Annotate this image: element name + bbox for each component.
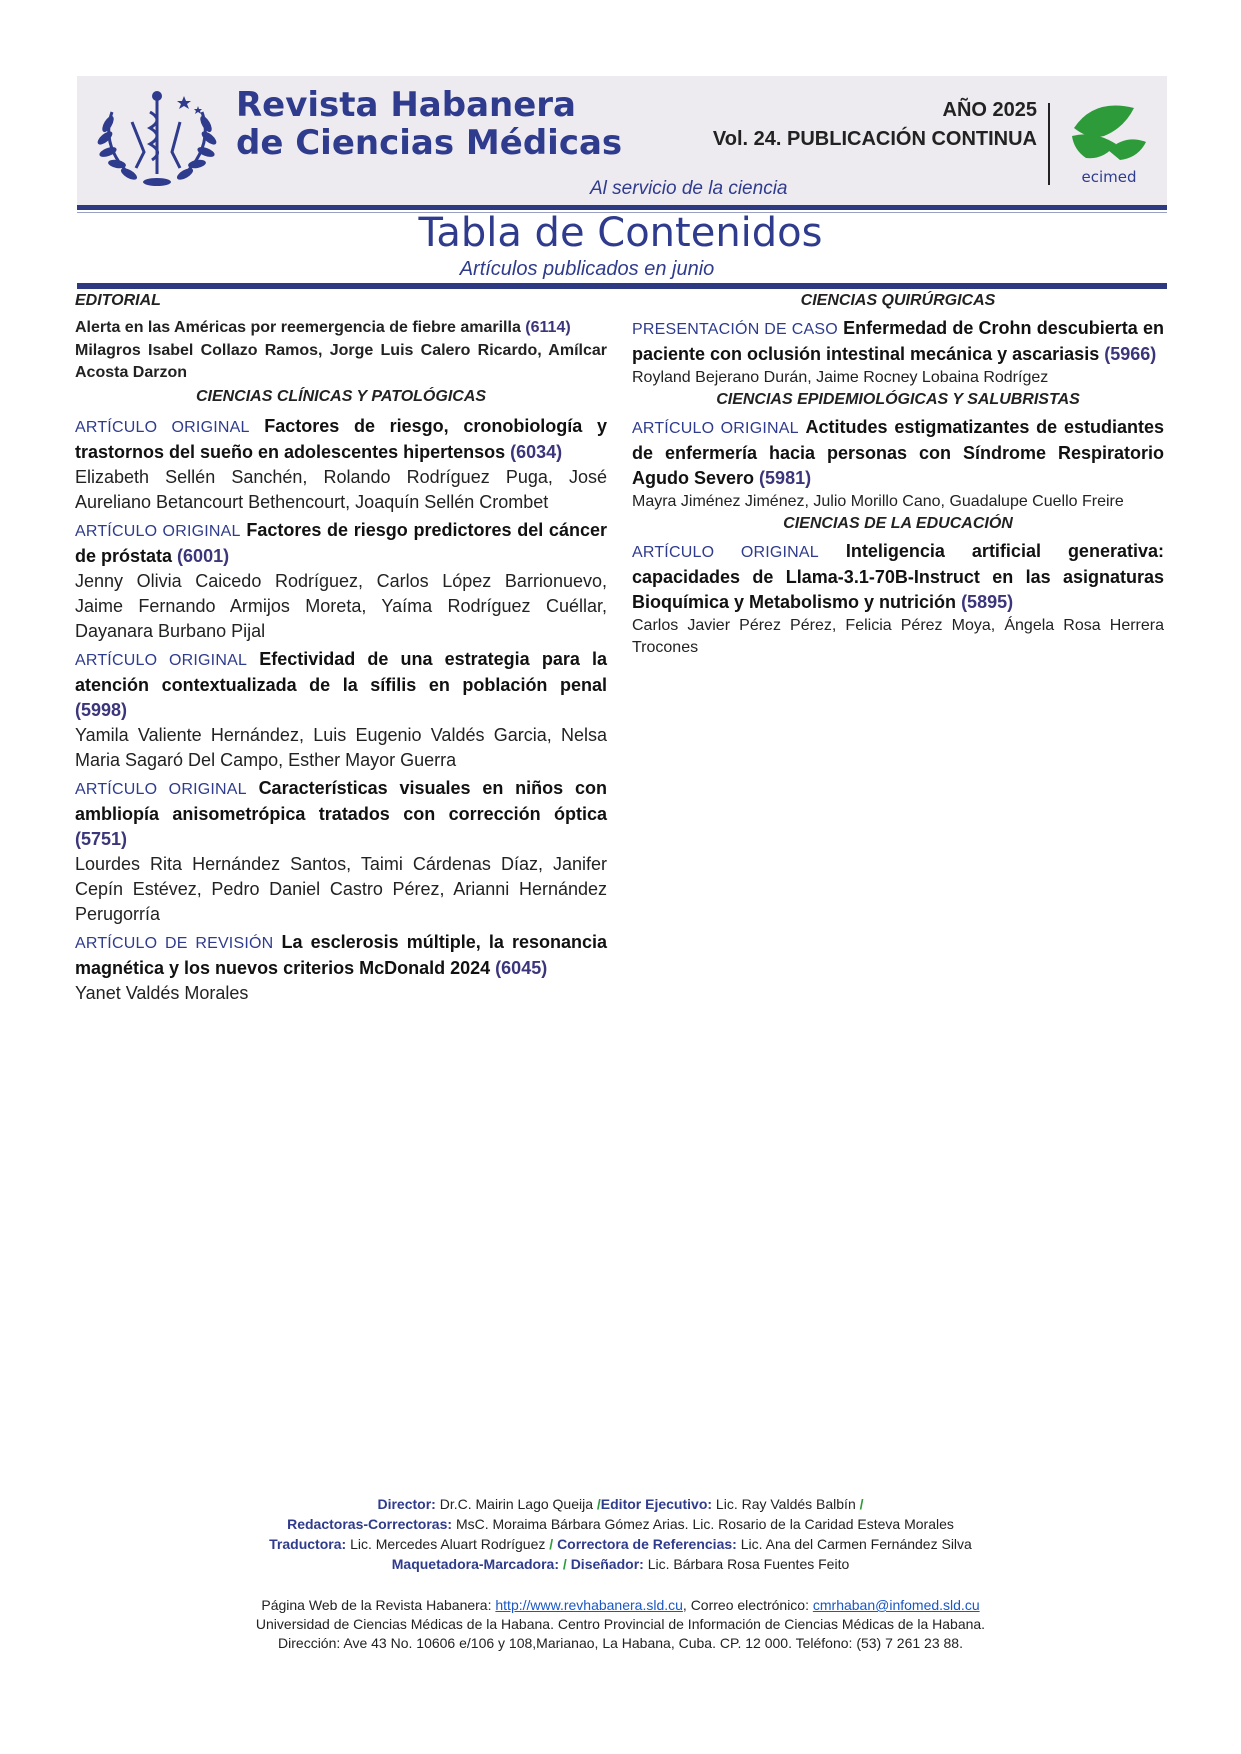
- director-name: Dr.C. Mairin Lago Queija: [439, 1496, 594, 1512]
- separator-slash: /: [549, 1536, 554, 1552]
- article-entry[interactable]: [632, 539, 1164, 615]
- publication-year: AÑO 2025: [942, 99, 1037, 121]
- right-column: [632, 290, 1164, 659]
- article-code-link[interactable]: (5895): [961, 592, 1014, 612]
- web-label: Página Web de la Revista Habanera:: [261, 1597, 492, 1613]
- publication-volume: Vol. 24. PUBLICACIÓN CONTINUA: [712, 128, 1037, 150]
- article-code-link[interactable]: (6034): [510, 442, 563, 462]
- correctora-name: Lic. Ana del Carmen Fernández Silva: [740, 1536, 972, 1552]
- article-code-link[interactable]: (6114): [525, 319, 571, 336]
- traductora-name: Lic. Mercedes Aluart Rodríguez: [350, 1536, 546, 1552]
- article-code-link[interactable]: (6001): [177, 546, 230, 566]
- ecimed-logo-icon: [1064, 98, 1154, 188]
- separator-slash: /: [596, 1496, 601, 1512]
- article-authors: Yamila Valiente Hernández, Luis Eugenio Valdés Garcia, Nelsa Maria Sagaró Del Campo, Esther Mayor Guerra: [75, 725, 607, 770]
- separator-slash: /: [859, 1496, 864, 1512]
- redactoras-names: MsC. Moraima Bárbara Gómez Arias. Lic. Rosario de la Caridad Esteva Morales: [455, 1516, 954, 1532]
- article-type: PRESENTACIÓN DE CASO: [632, 321, 838, 338]
- article-entry[interactable]: [632, 316, 1164, 367]
- article-type: ARTÍCULO ORIGINAL: [75, 419, 250, 436]
- article-authors: Elizabeth Sellén Sanchén, Rolando Rodríguez Puga, José Aureliano Betancourt Bethencourt, Joaquín Sellén Crombet: [75, 467, 607, 512]
- section-heading-editorial: EDITORIAL: [75, 292, 161, 309]
- article-type: ARTÍCULO ORIGINAL: [75, 781, 247, 798]
- article-title: Factores de riesgo predictores del cáncer de próstata: [75, 520, 607, 566]
- address-line: Dirección: Ave 43 No. 10606 e/106 y 108,Marianao, La Habana, Cuba. CP. 12 000. Teléfono: (53) 7 261 23 88.: [278, 1635, 963, 1651]
- article-code-link[interactable]: (6045): [495, 958, 548, 978]
- credits-line-4: [0, 1554, 1241, 1574]
- correctora-label: Correctora de Referencias:: [557, 1536, 737, 1552]
- credits-line-3: [0, 1534, 1241, 1554]
- email-label: , Correo electrónico:: [682, 1597, 809, 1613]
- editor-name: Lic. Ray Valdés Balbín: [715, 1496, 856, 1512]
- article-entry[interactable]: [75, 518, 607, 569]
- maquetadora-label: Maquetadora-Marcadora:: [391, 1556, 560, 1572]
- website-link[interactable]: http://www.revhabanera.sld.cu: [495, 1597, 683, 1613]
- section-heading-clinical: CIENCIAS CLÍNICAS Y PATOLÓGICAS: [195, 388, 487, 405]
- article-type: ARTÍCULO ORIGINAL: [632, 420, 799, 437]
- article-entry[interactable]: [75, 930, 607, 981]
- article-authors: Lourdes Rita Hernández Santos, Taimi Cárdenas Díaz, Janifer Cepín Estévez, Pedro Daniel Castro Pérez, Arianni Hernández Perugorría: [75, 854, 607, 924]
- article-code-link[interactable]: (5751): [75, 829, 128, 849]
- page-subtitle: Artículos publicados en junio: [459, 258, 715, 280]
- article-title: Inteligencia artificial generativa: capacidades de Llama-3.1-70B-Instruct en las asignaturas Bioquímica y Metabolismo y nutrición: [632, 541, 1164, 612]
- page-title: Tabla de Contenidos: [418, 210, 823, 256]
- title-rule: [77, 283, 1167, 289]
- editorial-credits: [0, 1494, 1241, 1574]
- article-type: ARTÍCULO ORIGINAL: [75, 652, 248, 669]
- article-authors: Yanet Valdés Morales: [75, 983, 249, 1003]
- section-heading-epidemiology: CIENCIAS EPIDEMIOLÓGICAS Y SALUBRISTAS: [716, 391, 1080, 408]
- contact-line-web: [0, 1596, 1241, 1615]
- contact-info: [0, 1596, 1241, 1653]
- email-link[interactable]: cmrhaban@infomed.sld.cu: [812, 1597, 980, 1613]
- journal-name-line1: Revista Habanera: [236, 85, 576, 125]
- director-label: Director:: [377, 1496, 436, 1512]
- article-title: Características visuales en niños con ambliopía anisometrópica tratados con corrección óptica: [75, 778, 607, 824]
- article-title: Factores de riesgo, cronobiología y trastornos del sueño en adolescentes hipertensos: [75, 416, 607, 462]
- article-code-link[interactable]: (5981): [759, 468, 812, 488]
- left-column: [75, 290, 607, 1006]
- article-title: Enfermedad de Crohn descubierta en paciente con oclusión intestinal mecánica y ascariasis: [632, 318, 1164, 364]
- editorial-entry[interactable]: [75, 316, 607, 340]
- redactoras-label: Redactoras-Correctoras:: [287, 1516, 453, 1532]
- article-title: Alerta en las Américas por reemergencia de fiebre amarilla: [75, 319, 521, 336]
- article-title: La esclerosis múltiple, la resonancia magnética y los nuevos criterios McDonald 2024: [75, 932, 607, 978]
- article-type: ARTÍCULO ORIGINAL: [632, 544, 819, 561]
- section-heading-education: CIENCIAS DE LA EDUCACIÓN: [783, 515, 1013, 532]
- article-authors: Milagros Isabel Collazo Ramos, Jorge Luis Calero Ricardo, Amílcar Acosta Darzon: [75, 342, 607, 381]
- article-authors: Mayra Jiménez Jiménez, Julio Morillo Cano, Guadalupe Cuello Freire: [632, 493, 1124, 510]
- separator-slash: /: [562, 1556, 567, 1572]
- article-entry[interactable]: [75, 776, 607, 852]
- traductora-label: Traductora:: [269, 1536, 347, 1552]
- article-authors: Jenny Olivia Caicedo Rodríguez, Carlos López Barrionuevo, Jaime Fernando Armijos Moreta, Yaíma Rodríguez Cuéllar, Dayanara Burbano Pijal: [75, 571, 607, 641]
- article-title: Actitudes estigmatizantes de estudiantes de enfermería hacia personas con Síndrome Respiratorio Agudo Severo: [632, 417, 1164, 488]
- university-line: Universidad de Ciencias Médicas de la Habana. Centro Provincial de Información de Ciencias Médicas de la Habana.: [255, 1616, 986, 1632]
- journal-name-line2: de Ciencias Médicas: [236, 123, 623, 163]
- article-code-link[interactable]: (5998): [75, 700, 128, 720]
- article-entry[interactable]: [75, 647, 607, 723]
- editor-label: Editor Ejecutivo:: [600, 1496, 713, 1512]
- article-authors: Royland Bejerano Durán, Jaime Rocney Lobaina Rodrígez: [632, 369, 1049, 386]
- disenador-label: Diseñador:: [570, 1556, 644, 1572]
- journal-tagline: Al servicio de la ciencia: [590, 178, 788, 199]
- article-entry[interactable]: [632, 415, 1164, 491]
- section-heading-surgical: CIENCIAS QUIRÚRGICAS: [800, 292, 996, 309]
- ecimed-logo-text: ecimed: [1081, 168, 1137, 186]
- credits-line-1: [0, 1494, 1241, 1514]
- article-title: Efectividad de una estrategia para la atención contextualizada de la sífilis en población penal: [75, 649, 607, 695]
- article-code-link[interactable]: (5966): [1104, 344, 1157, 364]
- article-type: ARTÍCULO ORIGINAL: [75, 523, 241, 540]
- header-divider: [1048, 103, 1050, 185]
- journal-name: [236, 86, 656, 162]
- credits-line-2: [0, 1514, 1241, 1534]
- article-authors: Carlos Javier Pérez Pérez, Felicia Pérez Moya, Ángela Rosa Herrera Trocones: [632, 617, 1164, 656]
- journal-emblem-icon: [92, 82, 222, 192]
- article-type: ARTÍCULO DE REVISIÓN: [75, 935, 274, 952]
- article-entry[interactable]: [75, 414, 607, 465]
- disenador-name: Lic. Bárbara Rosa Fuentes Feito: [647, 1556, 850, 1572]
